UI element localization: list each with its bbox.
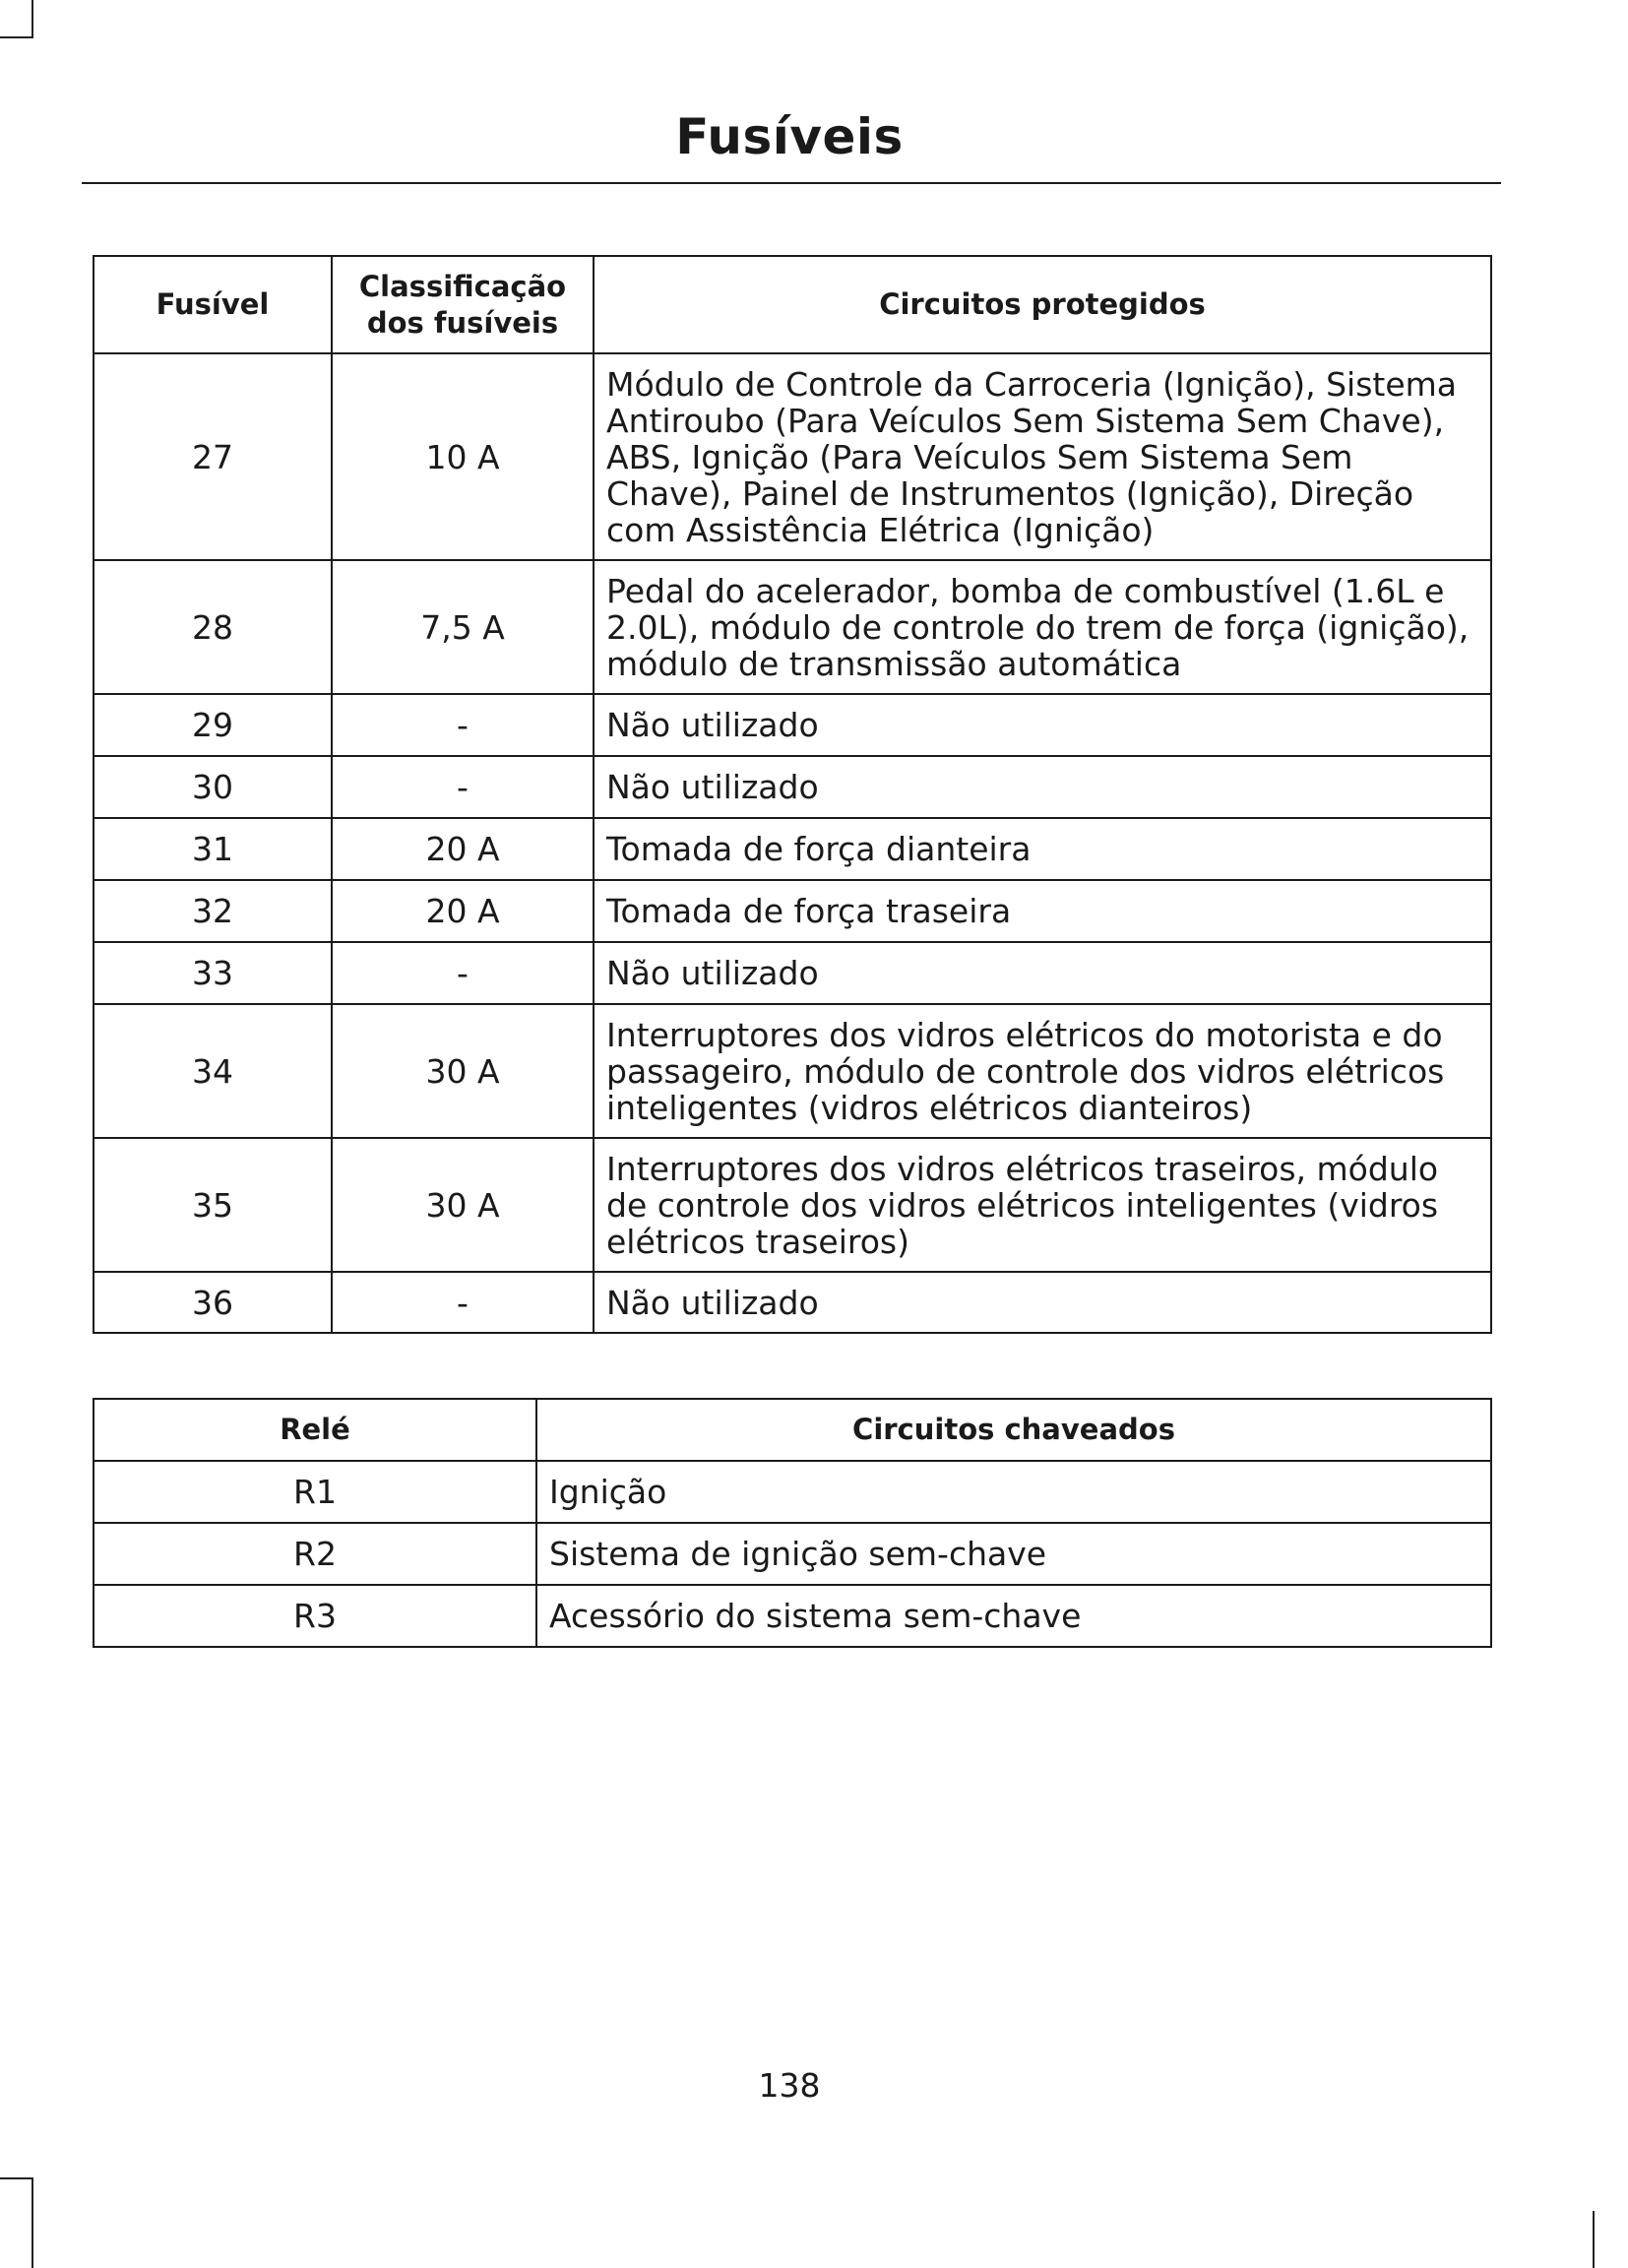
fuse-number: 35 — [94, 1138, 332, 1272]
table-row — [94, 942, 1491, 1004]
fuse-rating: - — [332, 756, 594, 818]
table-row — [94, 1461, 1491, 1523]
fuse-rating: - — [332, 694, 594, 756]
column-header-circuits: Circuitos protegidos — [594, 256, 1491, 353]
title-divider — [82, 182, 1501, 184]
table-row — [94, 694, 1491, 756]
page-number: 138 — [758, 2066, 821, 2105]
protected-circuits: Não utilizado — [594, 756, 1491, 818]
switched-circuits: Ignição — [536, 1461, 1491, 1523]
fuse-number: 28 — [94, 560, 332, 694]
table-row — [94, 560, 1491, 694]
fuse-number: 32 — [94, 880, 332, 942]
protected-circuits: Tomada de força dianteira — [594, 818, 1491, 880]
table-row — [94, 818, 1491, 880]
switched-circuits: Sistema de ignição sem-chave — [536, 1523, 1491, 1585]
fuse-rating: 30 A — [332, 1004, 594, 1138]
protected-circuits: Interruptores dos vidros elétricos traseiros, módulo de controle dos vidros elétricos inteligentes (vidros elétricos traseiros) — [594, 1138, 1491, 1272]
table-row — [94, 1272, 1491, 1333]
protected-circuits: Não utilizado — [594, 942, 1491, 1004]
fuse-number: 27 — [94, 353, 332, 560]
fuse-rating: - — [332, 1272, 594, 1333]
protected-circuits: Tomada de força traseira — [594, 880, 1491, 942]
column-header-relay: Relé — [94, 1399, 536, 1461]
fuse-rating: 20 A — [332, 880, 594, 942]
relay-id: R2 — [94, 1523, 536, 1585]
table-row — [94, 1138, 1491, 1272]
crop-mark — [31, 2177, 33, 2268]
column-header-rating: Classificação dos fusíveis — [332, 256, 594, 353]
table-row — [94, 1523, 1491, 1585]
protected-circuits: Interruptores dos vidros elétricos do motorista e do passageiro, módulo de controle dos vidros elétricos inteligentes (vidros elétricos dianteiros) — [594, 1004, 1491, 1138]
fuse-rating: 10 A — [332, 353, 594, 560]
table-row — [94, 1004, 1491, 1138]
protected-circuits: Não utilizado — [594, 694, 1491, 756]
crop-mark — [1593, 2211, 1595, 2268]
page-title: Fusíveis — [675, 108, 904, 165]
fuse-number: 31 — [94, 818, 332, 880]
protected-circuits: Módulo de Controle da Carroceria (Ignição), Sistema Antiroubo (Para Veículos Sem Sistema Sem Chave), ABS, Ignição (Para Veículos Sem Sistema Sem Chave), Painel de Instrumentos (Ignição), Direção com Assistência Elétrica (Ignição) — [594, 353, 1491, 560]
fuse-rating: - — [332, 942, 594, 1004]
fuse-number: 34 — [94, 1004, 332, 1138]
crop-mark — [0, 36, 33, 38]
switched-circuits: Acessório do sistema sem-chave — [536, 1585, 1491, 1647]
protected-circuits: Pedal do acelerador, bomba de combustível (1.6L e 2.0L), módulo de controle do trem de força (ignição), módulo de transmissão automática — [594, 560, 1491, 694]
crop-mark — [31, 0, 33, 37]
fuse-number: 29 — [94, 694, 332, 756]
table-row — [94, 1585, 1491, 1647]
relay-id: R1 — [94, 1461, 536, 1523]
fuse-number: 33 — [94, 942, 332, 1004]
relay-table-header-row — [94, 1399, 1491, 1461]
table-row — [94, 880, 1491, 942]
protected-circuits: Não utilizado — [594, 1272, 1491, 1333]
fuse-table — [93, 255, 1492, 1334]
column-header-fuse: Fusível — [94, 256, 332, 353]
column-header-switched-circuits: Circuitos chaveados — [536, 1399, 1491, 1461]
relay-table — [93, 1398, 1492, 1648]
fuse-number: 30 — [94, 756, 332, 818]
fuse-number: 36 — [94, 1272, 332, 1333]
table-row — [94, 353, 1491, 560]
relay-id: R3 — [94, 1585, 536, 1647]
fuse-rating: 30 A — [332, 1138, 594, 1272]
fuse-table-header-row — [94, 256, 1491, 353]
fuse-rating: 20 A — [332, 818, 594, 880]
fuse-rating: 7,5 A — [332, 560, 594, 694]
crop-mark — [0, 2177, 33, 2179]
table-row — [94, 756, 1491, 818]
